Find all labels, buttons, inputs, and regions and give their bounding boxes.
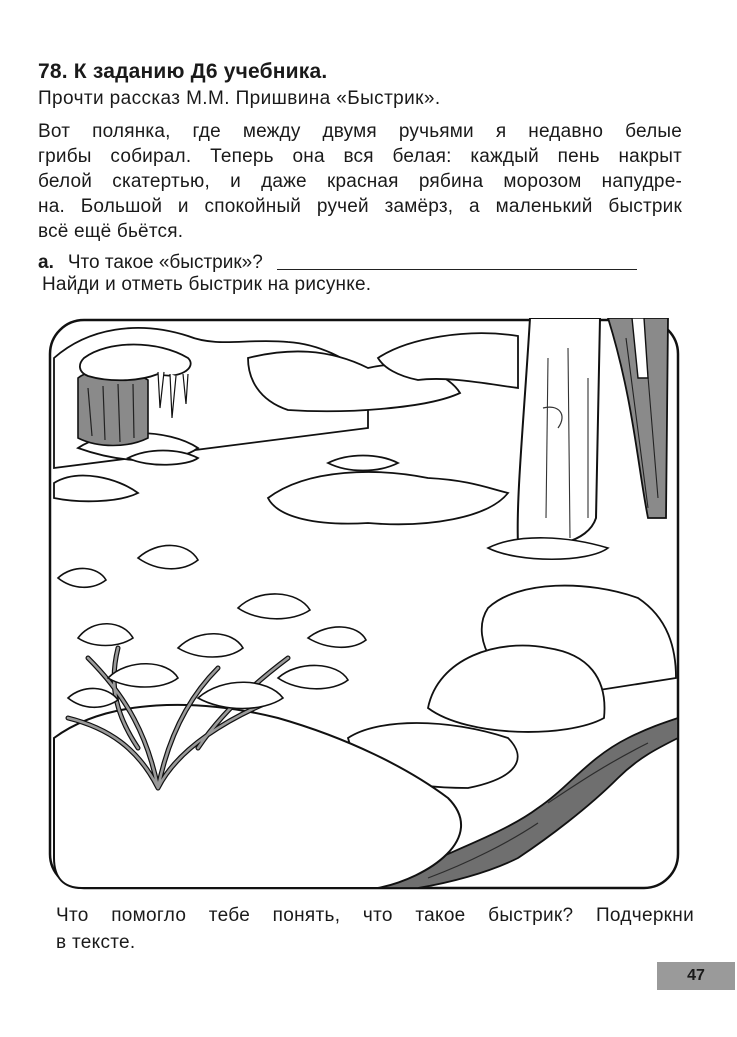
page-number: 47 (657, 962, 735, 990)
task-number: 78. (38, 60, 68, 83)
story-line: белой скатертью, и даже красная рябина морозом напудре- (38, 171, 682, 192)
story-text (38, 119, 682, 244)
bottom-question-line: Что помогло тебе понять, что такое быстрик? Подчеркни (56, 905, 694, 926)
bottom-question (56, 902, 694, 956)
question-a (38, 252, 678, 274)
question-letter: а. (38, 252, 54, 273)
task-heading (38, 60, 327, 84)
story-line: на. Большой и спокойный ручей замёрз, а маленький быстрик (38, 196, 682, 217)
winter-forest-picture[interactable] (48, 318, 680, 890)
bottom-question-line: в тексте. (56, 932, 136, 953)
answer-line[interactable] (277, 269, 637, 270)
dark-bank (78, 370, 148, 446)
task-instruction: Прочти рассказ М.М. Пришвина «Быстрик». (38, 88, 441, 109)
task-title: К заданию Д6 учебника. (73, 60, 328, 83)
story-line: всё ещё бьётся. (38, 221, 184, 242)
story-line: Вот полянка, где между двумя ручьями я недавно белые (38, 121, 682, 142)
story-line: грибы собирал. Теперь она вся белая: каждый пень накрыт (38, 146, 682, 167)
winter-forest-svg (48, 318, 680, 890)
question-text: Что такое «быстрик»? (67, 252, 263, 273)
question-a-task: Найди и отметь быстрик на рисунке. (42, 274, 372, 295)
